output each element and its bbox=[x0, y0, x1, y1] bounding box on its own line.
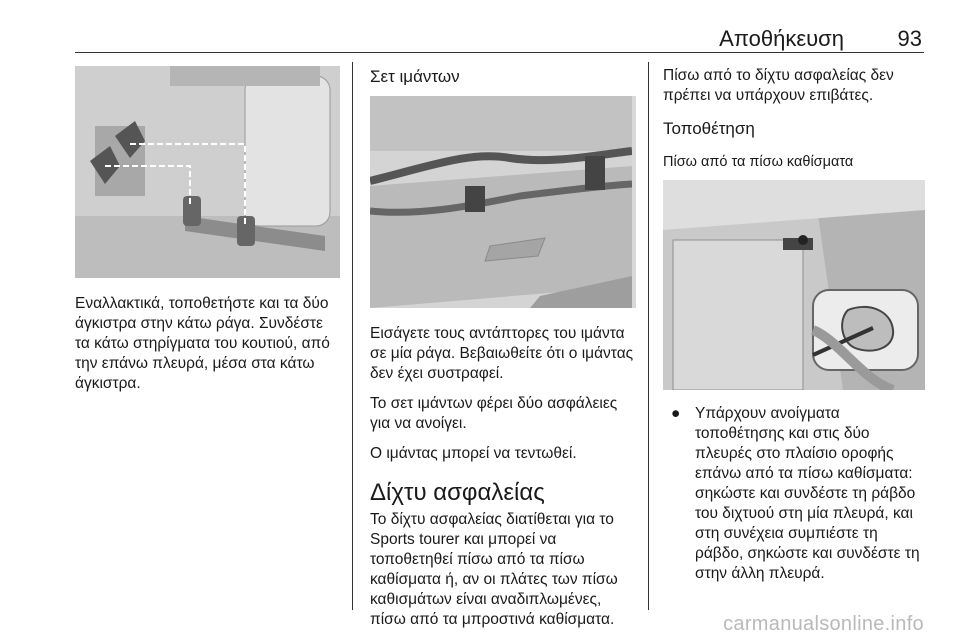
installation-step-text: Υπάρχουν ανοίγματα τοποθέτησης και στις δύο πλευρές στο πλαίσιο οροφής επάνω από τα πίσω καθίσματα: σηκώστε και συνδέστε τη ράβδο του διχτυού στη μία πλευρά, και στη συνέχεια συμπιέστε τη ράβδο, σηκώστε και συνδέστε τη στην άλλη πλευρά. bbox=[695, 405, 920, 582]
figure-strap-set bbox=[370, 96, 636, 308]
figure-safety-net bbox=[663, 180, 925, 390]
page-number: 93 bbox=[897, 26, 922, 51]
behind-rear-seats-subheading: Πίσω από τα πίσω καθίσματα bbox=[663, 154, 854, 170]
installation-step-item bbox=[663, 404, 925, 584]
figure-box-hooks bbox=[75, 66, 340, 278]
column-divider-2 bbox=[648, 62, 649, 610]
col1-paragraph: Εναλλακτικά, τοποθετήστε και τα δύο άγκιστρα στην κάτω ράγα. Συνδέστε τα κάτω στηρίγματα του κουτιού, από την επάνω πλευρά, μέσα στα κάτω άγκιστρα. bbox=[75, 295, 330, 392]
column-divider-1 bbox=[352, 62, 353, 610]
installation-heading: Τοποθέτηση bbox=[663, 119, 755, 138]
header-rule bbox=[75, 52, 924, 53]
column-2 bbox=[370, 66, 636, 640]
col2-paragraph-3: Ο ιμάντας μπορεί να τεντωθεί. bbox=[370, 445, 577, 462]
column-3 bbox=[663, 66, 925, 584]
col3-intro-paragraph: Πίσω από το δίχτυ ασφαλείας δεν πρέπει να υπάρχουν επιβάτες. bbox=[663, 67, 894, 104]
strap-set-illustration bbox=[370, 96, 632, 308]
safety-net-illustration bbox=[663, 180, 925, 390]
safety-net-heading: Δίχτυ ασφαλείας bbox=[370, 479, 545, 506]
bullet-marker: ● bbox=[671, 405, 681, 422]
box-hooks-illustration bbox=[75, 66, 340, 278]
col2-safety-net-paragraph: Το δίχτυ ασφαλείας διατίθεται για το Sports tourer και μπορεί να τοποθετηθεί πίσω από τα πίσω καθίσματα ή, αν οι πλάτες των πίσω καθισμάτων είναι αναδιπλωμένες, πίσω από τα μπροστινά καθίσματα. bbox=[370, 511, 618, 628]
strap-set-heading: Σετ ιμάντων bbox=[370, 67, 460, 86]
column-1 bbox=[75, 66, 340, 404]
col2-paragraph-1: Εισάγετε τους αντάπτορες του ιμάντα σε μία ράγα. Βεβαιωθείτε ότι ο ιμάντας δεν έχει συστραφεί. bbox=[370, 325, 634, 382]
installation-steps-list bbox=[663, 404, 925, 584]
col2-paragraph-2: Το σετ ιμάντων φέρει δύο ασφάλειες για να ανοίγει. bbox=[370, 395, 618, 432]
watermark-text: carmanualsonline.info bbox=[723, 613, 924, 635]
page-header-title: Αποθήκευση bbox=[719, 26, 844, 51]
